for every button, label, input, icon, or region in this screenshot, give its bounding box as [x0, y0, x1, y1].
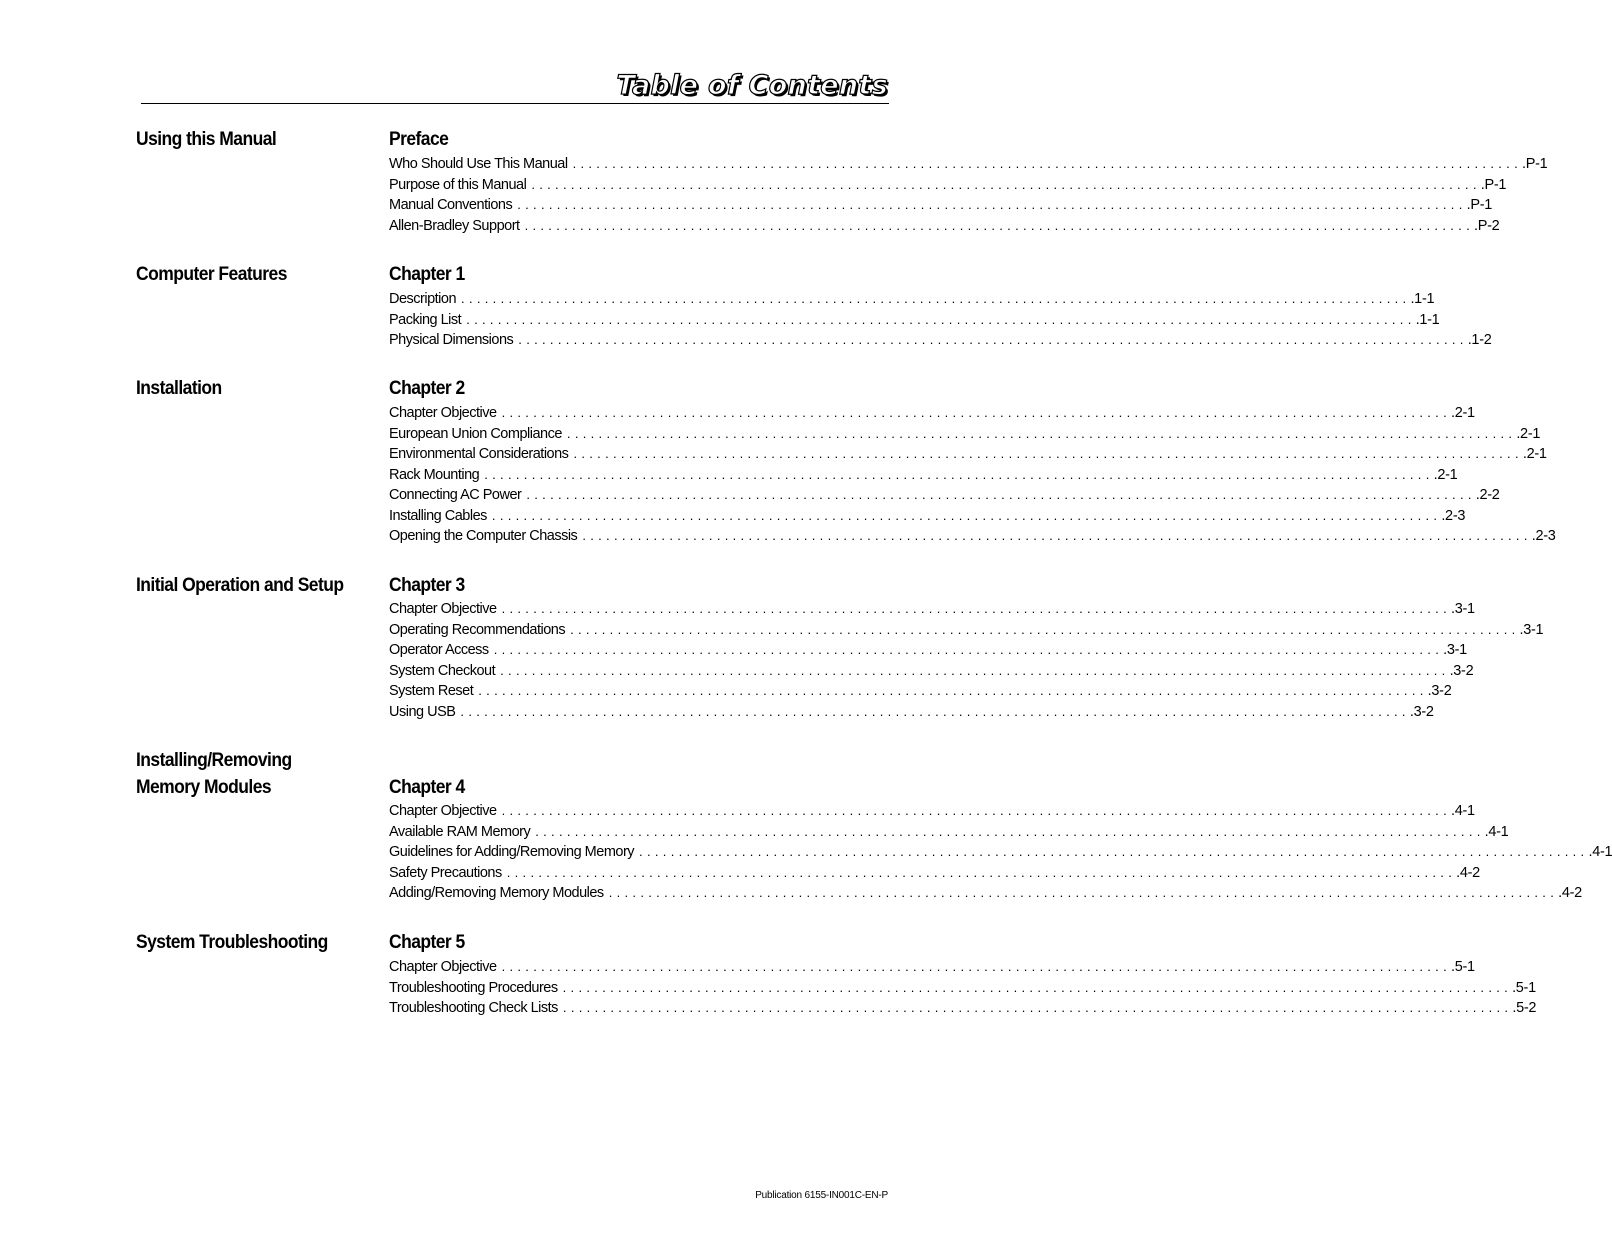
- chapter-heading: Chapter 3: [389, 575, 465, 596]
- dot-leader: ........................................................................................................................: [506, 864, 1457, 880]
- entry-label: Purpose of this Manual: [389, 176, 527, 193]
- toc-entry[interactable]: [389, 444, 1547, 465]
- toc-entry[interactable]: [389, 216, 1500, 237]
- dot-leader: ........................................................................................................................: [466, 311, 1416, 327]
- toc-entry[interactable]: [389, 310, 1440, 331]
- dot-leader: ........................................................................................................................: [493, 642, 1444, 657]
- entry-page: .P-1: [1480, 176, 1507, 193]
- dot-leader: ........................................................................................................................: [460, 703, 1410, 719]
- dot-leader: ........................................................................................................................: [573, 446, 1523, 461]
- entry-label: Environmental Considerations: [389, 446, 569, 462]
- entry-page: .P-2: [1473, 217, 1500, 234]
- entry-page: .1-1: [1410, 291, 1435, 307]
- dot-leader: ........................................................................................................................: [608, 885, 1559, 900]
- entry-label: System Reset: [389, 683, 474, 699]
- entry-page: .2-1: [1433, 466, 1458, 483]
- entry-label: Using USB: [389, 703, 456, 720]
- dot-leader: ........................................................................................................................: [478, 683, 1428, 698]
- toc-entry[interactable]: [389, 424, 1541, 445]
- entry-label: Troubleshooting Procedures: [389, 979, 558, 996]
- dot-leader: ........................................................................................................................: [518, 332, 1468, 347]
- entry-page: .3-2: [1449, 662, 1474, 679]
- entry-label: Guidelines for Adding/Removing Memory: [389, 844, 635, 860]
- dot-leader: ........................................................................................................................: [461, 291, 1411, 306]
- dot-leader: ........................................................................................................................: [526, 487, 1476, 502]
- section-title: Installation: [136, 378, 222, 399]
- toc-entry[interactable]: [389, 842, 1612, 863]
- entry-page: .3-2: [1409, 703, 1434, 720]
- toc-entry[interactable]: [389, 822, 1509, 843]
- entry-page: .5-1: [1512, 979, 1536, 996]
- dot-leader: ........................................................................................................................: [639, 844, 1589, 859]
- entry-label: Chapter Objective: [389, 803, 497, 819]
- entry-label: Chapter Objective: [389, 959, 497, 975]
- dot-leader: ........................................................................................................................: [535, 823, 1485, 839]
- entry-page: .3-2: [1427, 683, 1452, 699]
- entry-page: .4-1: [1588, 844, 1612, 860]
- entry-list: [389, 599, 1544, 722]
- entry-label: Rack Mounting: [389, 466, 480, 483]
- section-title: Using this Manual: [136, 129, 277, 150]
- entry-page: .2-3: [1531, 528, 1556, 544]
- toc-entry[interactable]: [389, 620, 1544, 641]
- page-title: Table of Contents: [616, 70, 888, 101]
- dot-leader: ........................................................................................................................: [517, 197, 1467, 212]
- toc-entry[interactable]: [389, 801, 1475, 822]
- entry-page: .4-1: [1484, 823, 1509, 840]
- entry-label: Manual Conventions: [389, 197, 513, 213]
- entry-page: .4-1: [1450, 803, 1475, 819]
- entry-page: .3-1: [1519, 621, 1544, 638]
- toc-entry[interactable]: [389, 506, 1466, 527]
- entry-page: .3-1: [1450, 601, 1475, 617]
- entry-page: .P-1: [1521, 156, 1548, 172]
- entry-label: Adding/Removing Memory Modules: [389, 885, 604, 901]
- entry-page: .1-1: [1415, 311, 1440, 328]
- toc-entry[interactable]: [389, 863, 1480, 884]
- title-rule: [141, 103, 889, 104]
- section-title: Computer Features: [136, 264, 287, 285]
- entry-label: Chapter Objective: [389, 405, 497, 421]
- toc-entry[interactable]: [389, 681, 1452, 702]
- entry-page: .2-1: [1450, 405, 1475, 421]
- dot-leader: ........................................................................................................................: [531, 176, 1481, 192]
- chapter-heading: Chapter 5: [389, 932, 465, 953]
- entry-label: Connecting AC Power: [389, 487, 522, 503]
- publication-footer: Publication 6155-IN001C-EN-P: [755, 1190, 888, 1201]
- dot-leader: ........................................................................................................................: [572, 156, 1522, 171]
- entry-label: European Union Compliance: [389, 425, 562, 442]
- dot-leader: ........................................................................................................................: [524, 217, 1474, 233]
- dot-leader: ........................................................................................................................: [582, 528, 1532, 543]
- entry-label: Chapter Objective: [389, 601, 497, 617]
- entry-page: .3-1: [1443, 642, 1467, 658]
- dot-leader: ........................................................................................................................: [566, 425, 1517, 441]
- toc-entry[interactable]: [389, 957, 1475, 978]
- entry-page: .P-1: [1466, 197, 1493, 213]
- entry-page: .4-2: [1456, 864, 1480, 881]
- dot-leader: ........................................................................................................................: [501, 601, 1451, 616]
- section-title: System Troubleshooting: [136, 932, 328, 953]
- entry-list: [389, 403, 1556, 547]
- toc-entry[interactable]: [389, 883, 1582, 904]
- entry-label: Troubleshooting Check Lists: [389, 1000, 558, 1016]
- entry-page: .5-1: [1450, 959, 1475, 975]
- entry-list: [389, 289, 1492, 351]
- toc-entry[interactable]: [389, 330, 1492, 351]
- entry-label: Opening the Computer Chassis: [389, 528, 578, 544]
- entry-page: .1-2: [1467, 332, 1492, 348]
- dot-leader: ........................................................................................................................: [570, 621, 1520, 637]
- entry-page: .4-2: [1558, 885, 1582, 901]
- section-title: Memory Modules: [136, 777, 272, 798]
- entry-list: [389, 154, 1548, 236]
- entry-page: .2-2: [1475, 487, 1500, 503]
- entry-label: Description: [389, 291, 457, 307]
- entry-label: System Checkout: [389, 662, 496, 679]
- chapter-heading: Preface: [389, 129, 449, 150]
- toc-entry[interactable]: [389, 599, 1475, 620]
- dot-leader: ........................................................................................................................: [501, 959, 1451, 974]
- toc-entry[interactable]: [389, 154, 1548, 175]
- dot-leader: ........................................................................................................................: [501, 405, 1451, 420]
- toc-entry[interactable]: [389, 640, 1467, 661]
- entry-list: [389, 801, 1612, 904]
- chapter-heading: Chapter 4: [389, 777, 465, 798]
- entry-label: Physical Dimensions: [389, 332, 514, 348]
- dot-leader: ........................................................................................................................: [562, 1000, 1513, 1015]
- dot-leader: ........................................................................................................................: [491, 507, 1442, 523]
- toc-entry[interactable]: [389, 195, 1493, 216]
- entry-label: Operator Access: [389, 642, 489, 658]
- toc-entry[interactable]: [389, 465, 1458, 486]
- dot-leader: ........................................................................................................................: [500, 662, 1450, 678]
- entry-page: .5-2: [1512, 1000, 1537, 1016]
- toc-entry[interactable]: [389, 661, 1474, 682]
- toc-entry[interactable]: [389, 978, 1536, 999]
- toc-entry[interactable]: [389, 403, 1475, 424]
- entry-label: Allen-Bradley Support: [389, 217, 520, 234]
- entry-page: .2-3: [1441, 507, 1466, 524]
- entry-label: Operating Recommendations: [389, 621, 566, 638]
- chapter-heading: Chapter 2: [389, 378, 465, 399]
- entry-page: .2-1: [1522, 446, 1547, 462]
- dot-leader: ........................................................................................................................: [484, 466, 1434, 482]
- entry-label: Packing List: [389, 311, 462, 328]
- toc-entry[interactable]: [389, 175, 1507, 196]
- toc-entry[interactable]: [389, 702, 1434, 723]
- toc-entry[interactable]: [389, 289, 1435, 310]
- entry-label: Who Should Use This Manual: [389, 156, 568, 172]
- entry-label: Available RAM Memory: [389, 823, 531, 840]
- toc-entry[interactable]: [389, 998, 1537, 1019]
- entry-label: Safety Precautions: [389, 864, 502, 881]
- entry-page: .2-1: [1516, 425, 1541, 442]
- toc-entry[interactable]: [389, 526, 1556, 547]
- toc-entry[interactable]: [389, 485, 1500, 506]
- chapter-heading: Chapter 1: [389, 264, 465, 285]
- section-title: Initial Operation and Setup: [136, 575, 344, 596]
- section-title-line1: Installing/Removing: [136, 750, 292, 771]
- entry-list: [389, 957, 1537, 1019]
- dot-leader: ........................................................................................................................: [501, 803, 1451, 818]
- entry-label: Installing Cables: [389, 507, 487, 524]
- dot-leader: ........................................................................................................................: [562, 979, 1513, 995]
